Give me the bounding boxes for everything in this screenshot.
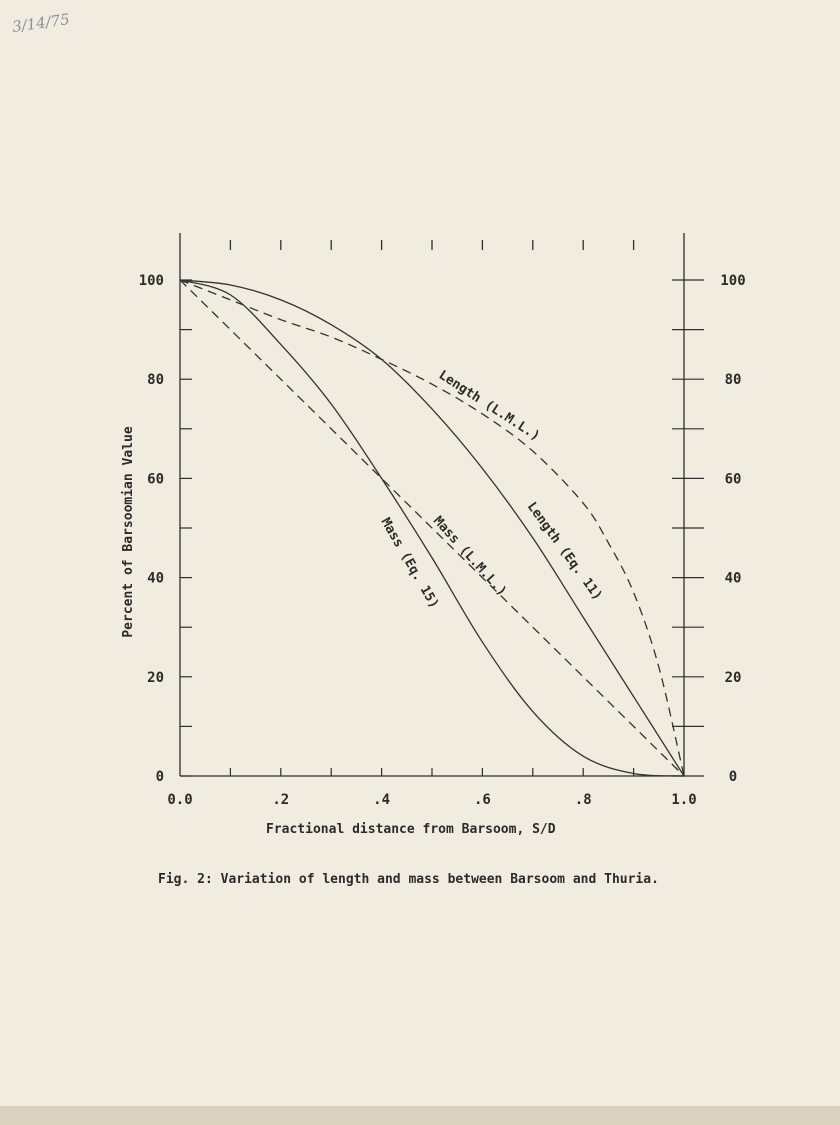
y-tick-label-left: 40: [147, 570, 164, 587]
curve-label-length-lml: Length (L.M.L.): [435, 367, 543, 445]
y-tick-label-right: 60: [724, 471, 742, 488]
figure-caption: Fig. 2: Variation of length and mass between Barsoom and Thuria.: [158, 872, 659, 887]
curve-label-length-eq11: Length (Eq. 11): [523, 499, 605, 604]
x-tick-label: 0.0: [167, 792, 193, 808]
y-tick-label-right: 40: [724, 570, 742, 587]
y-tick-label-left: 80: [147, 372, 164, 389]
chart-series: [180, 280, 684, 776]
y-tick-label-left: 0: [155, 769, 164, 785]
y-tick-label-right: 20: [724, 669, 742, 686]
x-tick-label: 1.0: [671, 792, 697, 808]
curve-label-mass-eq15: Mass (Eq. 15): [377, 515, 442, 612]
x-tick-label: .8: [574, 792, 592, 808]
y-tick-label-left: 60: [147, 471, 164, 488]
handwritten-note: 3/14/75: [11, 10, 71, 36]
x-tick-label: .2: [272, 792, 290, 808]
series-mass-lml: [180, 280, 684, 776]
x-tick-label: .4: [373, 792, 391, 808]
y-tick-label-left: 20: [147, 669, 164, 686]
y-tick-label-right: 0: [728, 769, 738, 785]
y-tick-label-right: 80: [724, 372, 742, 389]
y-tick-label-left: 100: [138, 273, 164, 289]
chart-labels: [121, 368, 605, 837]
x-axis-label: Fractional distance from Barsoom, S/D: [266, 822, 556, 837]
curve-label-mass-lml: Mass (L.M.L.): [430, 513, 510, 600]
x-tick-label: .6: [473, 792, 491, 808]
y-axis-label: Percent of Barsoomian Value: [121, 426, 136, 638]
y-tick-label-right: 100: [720, 273, 746, 289]
